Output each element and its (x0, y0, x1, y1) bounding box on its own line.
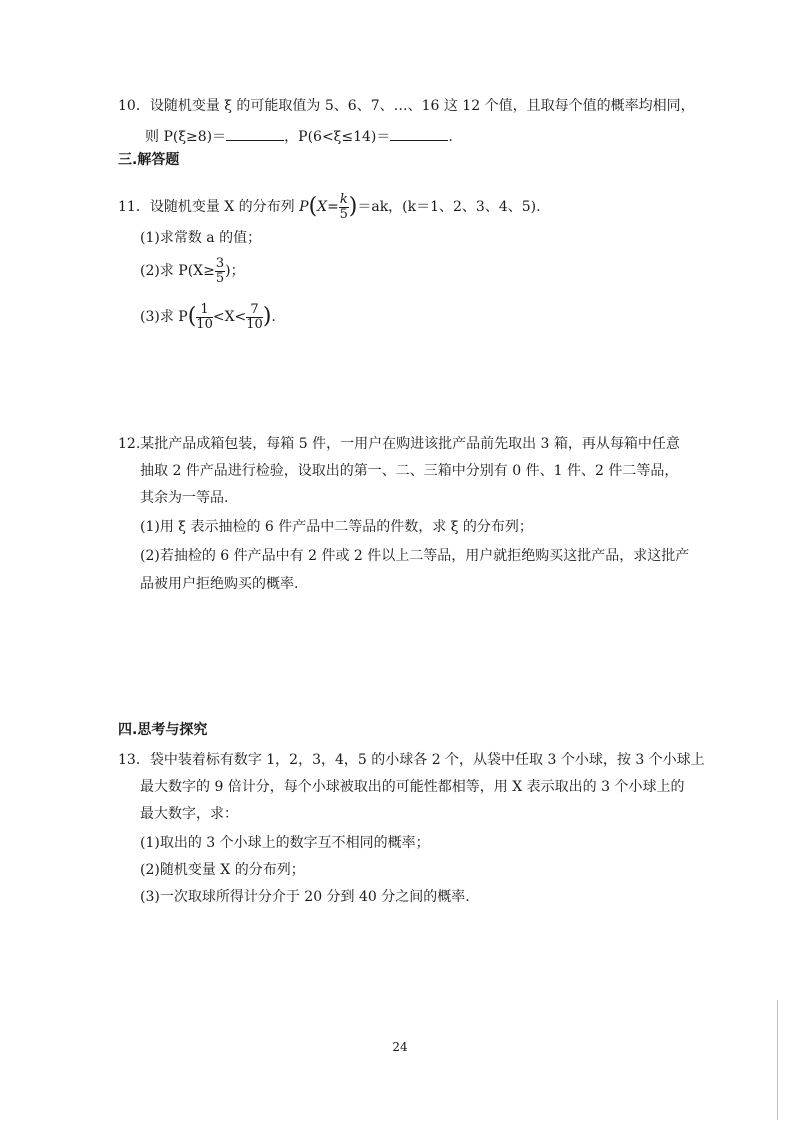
problem-13-line-3: 最大数字，求： (140, 806, 238, 822)
problem-10-line-1: 10．设随机变量 ξ 的可能取值为 5、6、7、…、16 这 12 个值，且取每个值的概率均相同， (118, 98, 695, 114)
problem-11-part-2: (2)求 P(X≥ $\frac{3}{5}$ )； (140, 255, 245, 286)
problem-12-part-2: (2)若抽检的 6 件产品中有 2 件或 2 件以上二等品，用户就拒绝购买这批产品，求这批产 (140, 548, 690, 564)
problem-12-line-3: 其余为一等品. (140, 490, 229, 506)
problem-13-line-2: 最大数字的 9 倍计分，每个小球被取出的可能性都相等，用 X 表示取出的 3 个小球上的 (140, 779, 685, 795)
scan-edge-mark (777, 1000, 778, 1120)
problem-13-part-3: (3)一次取球所得计分介于 20 分到 40 分之间的概率. (140, 889, 470, 905)
problem-12-part-1: (1)用 ξ 表示抽检的 6 件产品中二等品的件数，求 ξ 的分布列； (140, 519, 533, 535)
answer-blank[interactable] (390, 126, 448, 141)
problem-12-line-2: 抽取 2 件产品进行检验，设取出的第一、二、三箱中分别有 0 件、1 件、2 件二等品， (140, 463, 679, 479)
problem-11-part-1: (1)求常数 a 的值； (140, 230, 262, 246)
problem-10-line-2: 则 P(ξ≥8)＝ ，P(6<ξ≤14)＝ . (145, 126, 453, 147)
problem-11-part-3: (3)求 P( $\frac{1}{10}$ <X< $\frac{7}{10}$ ). (140, 301, 276, 332)
problem-12-part-2-cont: 品被用户拒绝购买的概率. (140, 576, 299, 592)
section-heading: 三.解答题 (118, 152, 180, 168)
page-number: 24 (392, 1040, 408, 1054)
problem-13-line-1: 13．袋中装着标有数字 1，2，3，4，5 的小球各 2 个，从袋中任取 3 个小球，按 3 个小球上 (118, 752, 705, 768)
problem-13-part-1: (1)取出的 3 个小球上的数字互不相同的概率； (140, 835, 430, 851)
section-heading: 四.思考与探究 (118, 722, 208, 738)
problem-11-statement: 11．设随机变量 X 的分布列 P(X= $\frac{k}{5}$ )＝ak，(k＝1、2、3、4、5). (118, 191, 541, 222)
problem-12-line-1: 12.某批产品成箱包装，每箱 5 件，一用户在购进该批产品前先取出 3 箱，再从每箱中任意 (118, 436, 680, 452)
problem-13-part-2: (2)随机变量 X 的分布列； (140, 862, 305, 878)
answer-blank[interactable] (226, 126, 284, 141)
